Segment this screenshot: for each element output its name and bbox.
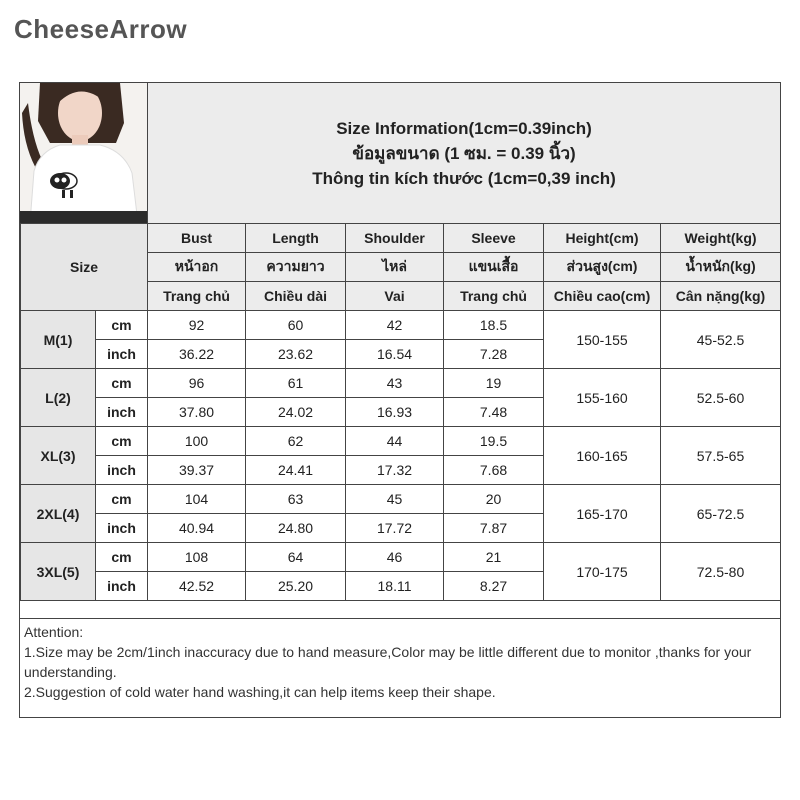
bust-inch: 42.52 <box>148 572 246 601</box>
sleeve-inch: 8.27 <box>444 572 544 601</box>
size-table <box>20 223 781 601</box>
sleeve-cm: 21 <box>444 543 544 572</box>
unit-inch: inch <box>96 456 148 485</box>
header-th-height: ส่วนสูง(cm) <box>544 253 661 282</box>
size-info-line-th: ข้อมูลขนาด (1 ซม. = 0.39 นิ้ว) <box>352 143 576 163</box>
height-range: 165-170 <box>544 485 661 543</box>
sleeve-cm: 19 <box>444 369 544 398</box>
size-info-header <box>148 83 780 223</box>
size-label: L(2) <box>21 369 96 427</box>
shoulder-cm: 45 <box>346 485 444 514</box>
attention-notes <box>20 618 780 717</box>
height-range: 160-165 <box>544 427 661 485</box>
header-th-sleeve: แขนเสื้อ <box>444 253 544 282</box>
header-vi-length: Chiều dài <box>246 282 346 311</box>
sleeve-inch: 7.87 <box>444 514 544 543</box>
size-info-line-en: Size Information(1cm=0.39inch) <box>336 118 592 138</box>
bust-inch: 40.94 <box>148 514 246 543</box>
unit-inch: inch <box>96 398 148 427</box>
header-en-sleeve: Sleeve <box>444 224 544 253</box>
header-vi-height: Chiều cao(cm) <box>544 282 661 311</box>
header-en-shoulder: Shoulder <box>346 224 444 253</box>
shoulder-inch: 17.32 <box>346 456 444 485</box>
weight-range: 45-52.5 <box>661 311 781 369</box>
unit-cm: cm <box>96 369 148 398</box>
size-label: XL(3) <box>21 427 96 485</box>
table-row <box>21 311 781 340</box>
bust-cm: 108 <box>148 543 246 572</box>
length-inch: 24.41 <box>246 456 346 485</box>
sleeve-inch: 7.68 <box>444 456 544 485</box>
size-label: 3XL(5) <box>21 543 96 601</box>
length-cm: 61 <box>246 369 346 398</box>
table-row <box>21 543 781 572</box>
shoulder-cm: 42 <box>346 311 444 340</box>
shoulder-inch: 17.72 <box>346 514 444 543</box>
height-range: 150-155 <box>544 311 661 369</box>
size-label: 2XL(4) <box>21 485 96 543</box>
table-row <box>21 369 781 398</box>
sleeve-inch: 7.28 <box>444 340 544 369</box>
bust-inch: 36.22 <box>148 340 246 369</box>
sleeve-cm: 20 <box>444 485 544 514</box>
header-en-height: Height(cm) <box>544 224 661 253</box>
size-label: M(1) <box>21 311 96 369</box>
bust-inch: 37.80 <box>148 398 246 427</box>
header-vi-bust: Trang chủ <box>148 282 246 311</box>
header-en-bust: Bust <box>148 224 246 253</box>
sleeve-cm: 19.5 <box>444 427 544 456</box>
length-cm: 62 <box>246 427 346 456</box>
length-inch: 25.20 <box>246 572 346 601</box>
shoulder-cm: 46 <box>346 543 444 572</box>
size-column-header: Size <box>21 224 148 311</box>
bust-cm: 92 <box>148 311 246 340</box>
length-inch: 23.62 <box>246 340 346 369</box>
length-inch: 24.80 <box>246 514 346 543</box>
shoulder-inch: 16.54 <box>346 340 444 369</box>
header-vi-shoulder: Vai <box>346 282 444 311</box>
attention-title: Attention: <box>24 624 84 640</box>
bust-cm: 96 <box>148 369 246 398</box>
unit-inch: inch <box>96 340 148 369</box>
unit-cm: cm <box>96 543 148 572</box>
length-cm: 64 <box>246 543 346 572</box>
sleeve-cm: 18.5 <box>444 311 544 340</box>
shoulder-inch: 16.93 <box>346 398 444 427</box>
shoulder-inch: 18.11 <box>346 572 444 601</box>
table-row <box>21 485 781 514</box>
header-th-weight: น้ำหนัก(kg) <box>661 253 781 282</box>
model-tshirt-photo <box>20 83 148 223</box>
shoulder-cm: 43 <box>346 369 444 398</box>
header-vi-weight: Cân nặng(kg) <box>661 282 781 311</box>
height-range: 155-160 <box>544 369 661 427</box>
attention-note-2: 2.Suggestion of cold water hand washing,it can help items keep their shape. <box>24 684 496 700</box>
attention-note-1: 1.Size may be 2cm/1inch inaccuracy due to hand measure,Color may be little different due to monitor ,thanks for your understanding. <box>24 644 752 680</box>
weight-range: 72.5-80 <box>661 543 781 601</box>
weight-range: 52.5-60 <box>661 369 781 427</box>
header-vi-sleeve: Trang chủ <box>444 282 544 311</box>
weight-range: 65-72.5 <box>661 485 781 543</box>
product-image-icon <box>20 83 147 223</box>
header-th-length: ความยาว <box>246 253 346 282</box>
size-chart <box>19 82 781 718</box>
header-th-bust: หน้าอก <box>148 253 246 282</box>
length-cm: 60 <box>246 311 346 340</box>
size-info-line-vi: Thông tin kích thước (1cm=0,39 inch) <box>312 168 616 188</box>
bust-cm: 104 <box>148 485 246 514</box>
unit-inch: inch <box>96 572 148 601</box>
height-range: 170-175 <box>544 543 661 601</box>
header-en-weight: Weight(kg) <box>661 224 781 253</box>
length-cm: 63 <box>246 485 346 514</box>
unit-cm: cm <box>96 485 148 514</box>
header-en-length: Length <box>246 224 346 253</box>
length-inch: 24.02 <box>246 398 346 427</box>
bust-inch: 39.37 <box>148 456 246 485</box>
unit-cm: cm <box>96 311 148 340</box>
header-th-shoulder: ไหล่ <box>346 253 444 282</box>
table-row <box>21 427 781 456</box>
bust-cm: 100 <box>148 427 246 456</box>
unit-inch: inch <box>96 514 148 543</box>
sleeve-inch: 7.48 <box>444 398 544 427</box>
unit-cm: cm <box>96 427 148 456</box>
brand-logo: CheeseArrow <box>14 14 188 44</box>
weight-range: 57.5-65 <box>661 427 781 485</box>
shoulder-cm: 44 <box>346 427 444 456</box>
